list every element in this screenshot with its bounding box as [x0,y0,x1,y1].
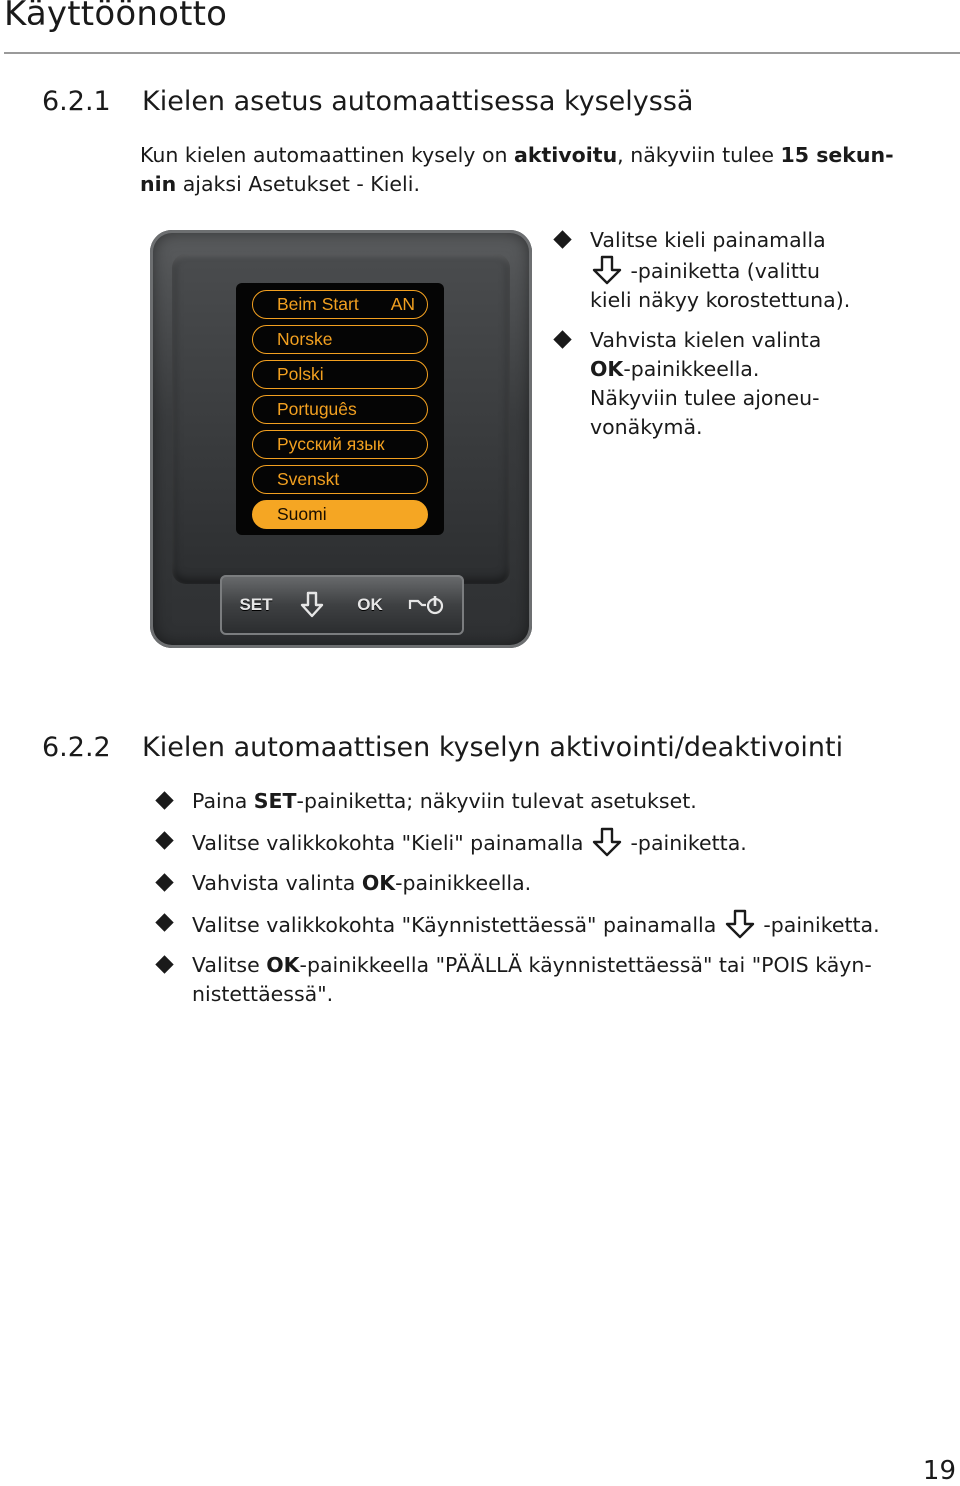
bullet-diamond-icon [155,873,173,891]
list-item: Valitse valikkokohta "Kieli" painamalla -painiketta. [156,827,946,858]
list-item: Valitse valikkokohta "Käynnistettäessä" painamalla -painiketta. [156,909,946,940]
section-title: Kielen automaattisen kyselyn aktivointi/deaktivointi [142,732,844,763]
page-number: 19 [922,1456,956,1486]
section-number: 6.2.1 [42,86,111,117]
down-arrow-icon [590,827,624,857]
list-item: Vahvista kielen valinta OK-painikkeella. Näkyviin tulee ajoneu- vonäkymä. [554,326,934,442]
down-arrow-icon [723,909,757,939]
header-rule [4,52,960,54]
bullet-diamond-icon [155,791,173,809]
bullet-diamond-icon [155,831,173,849]
screen-item-polski: Polski [252,360,428,389]
list-item: Valitse OK-painikkeella "PÄÄLLÄ käynnistettäessä" tai "POIS käyn- nistettäessä". [156,951,946,1009]
down-button[interactable] [286,585,338,625]
section-heading-6-2-2 [42,732,942,766]
bullet-diamond-icon [553,330,571,348]
set-button[interactable]: SET [239,595,273,614]
chapter-title: Käyttöönotto [4,0,228,34]
section-number: 6.2.2 [42,732,111,763]
bullet-diamond-icon [155,955,173,973]
down-arrow-icon [299,591,325,619]
section-intro: Kun kielen automaattinen kysely on aktivoitu, näkyviin tulee 15 sekun- nin ajaksi Asetukset - Kieli. [140,143,894,196]
power-icon [406,591,446,619]
screen-item-suomi-selected: Suomi [252,500,428,529]
screen-item-beim-start: Beim Start AN [252,290,428,319]
screen-item-russian: Русский язык [252,430,428,459]
section2-steps [156,787,946,1009]
section-title: Kielen asetus automaattisessa kyselyssä [142,86,694,117]
device-button-bar [220,575,464,635]
bullet-diamond-icon [155,913,173,931]
device-screen [236,283,444,535]
bullet-diamond-icon [553,230,571,248]
down-arrow-icon [590,255,624,285]
screen-item-svenskt: Svenskt [252,465,428,494]
screen-item-norske: Norske [252,325,428,354]
section-heading-6-2-1 [42,86,942,120]
power-button[interactable] [400,585,452,625]
list-item: Vahvista valinta OK-painikkeella. [156,869,946,898]
section1-steps [554,226,934,442]
screen-item-portugues: Português [252,395,428,424]
ok-button[interactable]: OK [357,595,383,614]
list-item: Paina SET-painiketta; näkyviin tulevat asetukset. [156,787,946,816]
control-panel-device [150,230,532,648]
list-item: Valitse kieli painamalla -painiketta (valittu kieli näkyy korostettuna). [554,226,934,315]
